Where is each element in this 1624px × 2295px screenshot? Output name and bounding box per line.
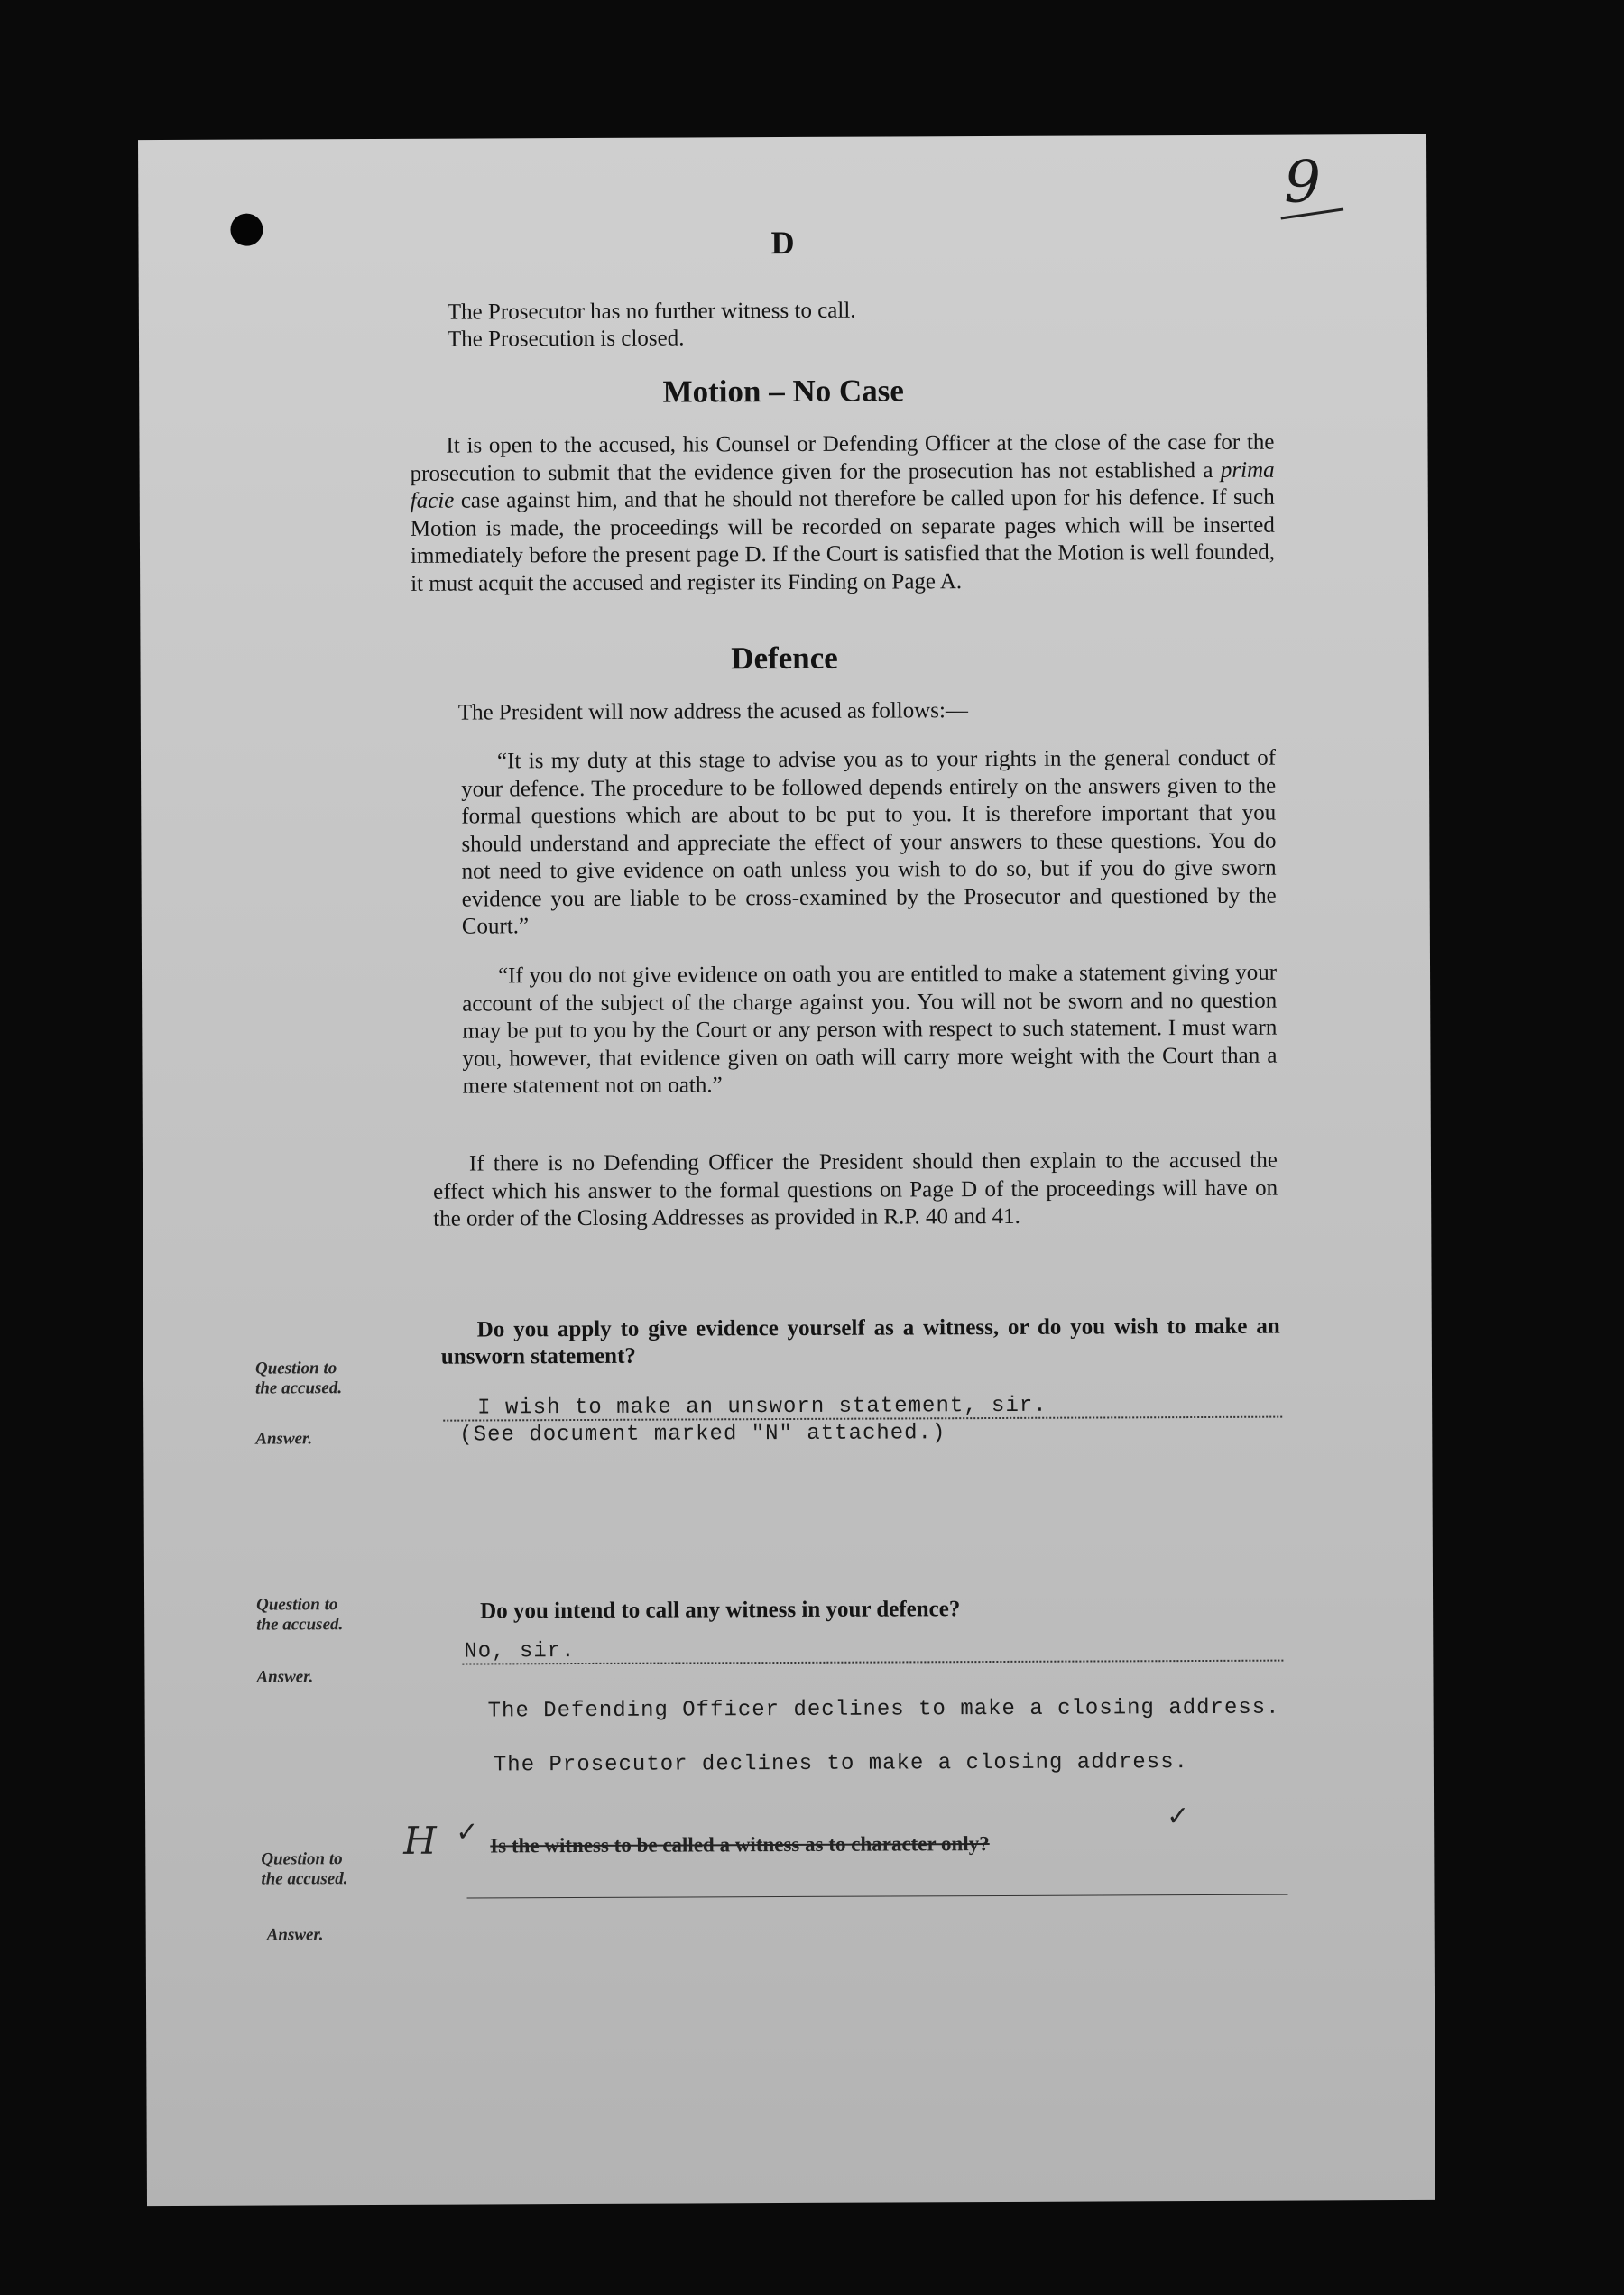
question-label-3: Question to the accused. (261, 1849, 348, 1889)
answer-line-2 (462, 1660, 1283, 1665)
handwritten-page-number: 9 (1284, 149, 1322, 217)
prosecutor-no-witness: The Prosecutor has no further witness to call. (447, 298, 856, 325)
answer-2-typed: No, sir. (464, 1639, 576, 1664)
motion-heading: Motion – No Case (662, 373, 904, 410)
quote-rights: “It is my duty at this stage to advise you as to your rights in the general conduct of your defence. The procedure to be followed depends entirely on the answers given to the formal questions which are about to be put to you. It is therefore important that you should understand and appreciate the effect of your answers to these questions. You do not need to give evidence on oath unless you wish to do so, but if you do give sworn evidence you are liable to be cross-examined by the Prosecutor and questioned by the Court.” (461, 745, 1277, 939)
president-address-intro: The President will now address the acused as follows:— (457, 698, 969, 725)
question-1-text: Do you apply to give evidence yourself as a witness, or do you wish to make an unsworn statement? (440, 1313, 1280, 1369)
page-letter: D (770, 224, 795, 262)
answer-1-reference: (See document marked "N" attached.) (459, 1421, 946, 1448)
question-2-text: Do you intend to call any witness in your defence? (480, 1597, 961, 1624)
check-mark-icon: ✓ (456, 1816, 479, 1848)
question-3-struck: Is the witness to be called a witness as to character only? (490, 1832, 990, 1857)
defending-officer-declines: The Defending Officer declines to make a closing address. (487, 1695, 1280, 1724)
document-page (138, 134, 1435, 2206)
answer-label-1: Answer. (255, 1429, 313, 1449)
question-label-2: Question to the accused. (256, 1595, 344, 1635)
prosecutor-declines: The Prosecutor declines to make a closing address. (493, 1750, 1189, 1778)
answer-label-3: Answer. (266, 1925, 324, 1945)
answer-label-2: Answer. (256, 1667, 314, 1687)
defence-heading: Defence (731, 640, 838, 677)
question-label-1: Question to the accused. (254, 1359, 343, 1398)
quote-statement: “If you do not give evidence on oath you are entitled to make a statement giving your account of the subject of the charge against you. You will not be sworn and no question may be put to you by the Court or any person with respect to such statement. I must warn you, however, that evidence given on oath will carry more weight with the Court than a mere statement not on oath.” (462, 960, 1278, 1099)
check-mark-icon-2: ✓ (1167, 1801, 1190, 1833)
prosecution-closed: The Prosecution is closed. (447, 326, 685, 352)
answer-line-3 (467, 1894, 1288, 1899)
explanation-paragraph: If there is no Defending Officer the President should then explain to the accused the effect which his answer to the formal questions on Page D of the proceedings will have on the order of the Closing Addresses as provided in R.P. 40 and 41. (433, 1148, 1278, 1231)
motion-paragraph: It is open to the accused, his Counsel or Defending Officer at the close of the case for the prosecution to submit that the evidence given for the prosecution has not established a prima facie case against him, and that he should not therefore be called upon for his defence. If such Motion is made, the proceedings will be recorded on separate pages which will be inserted immediately before the present page D. If the Court is satisfied that the Motion is well founded, it must acquit the accused and register its Finding on Page A. (410, 429, 1276, 596)
handwritten-initials: H (403, 1818, 437, 1863)
answer-1-typed: I wish to make an unsworn statement, sir. (477, 1393, 1047, 1421)
